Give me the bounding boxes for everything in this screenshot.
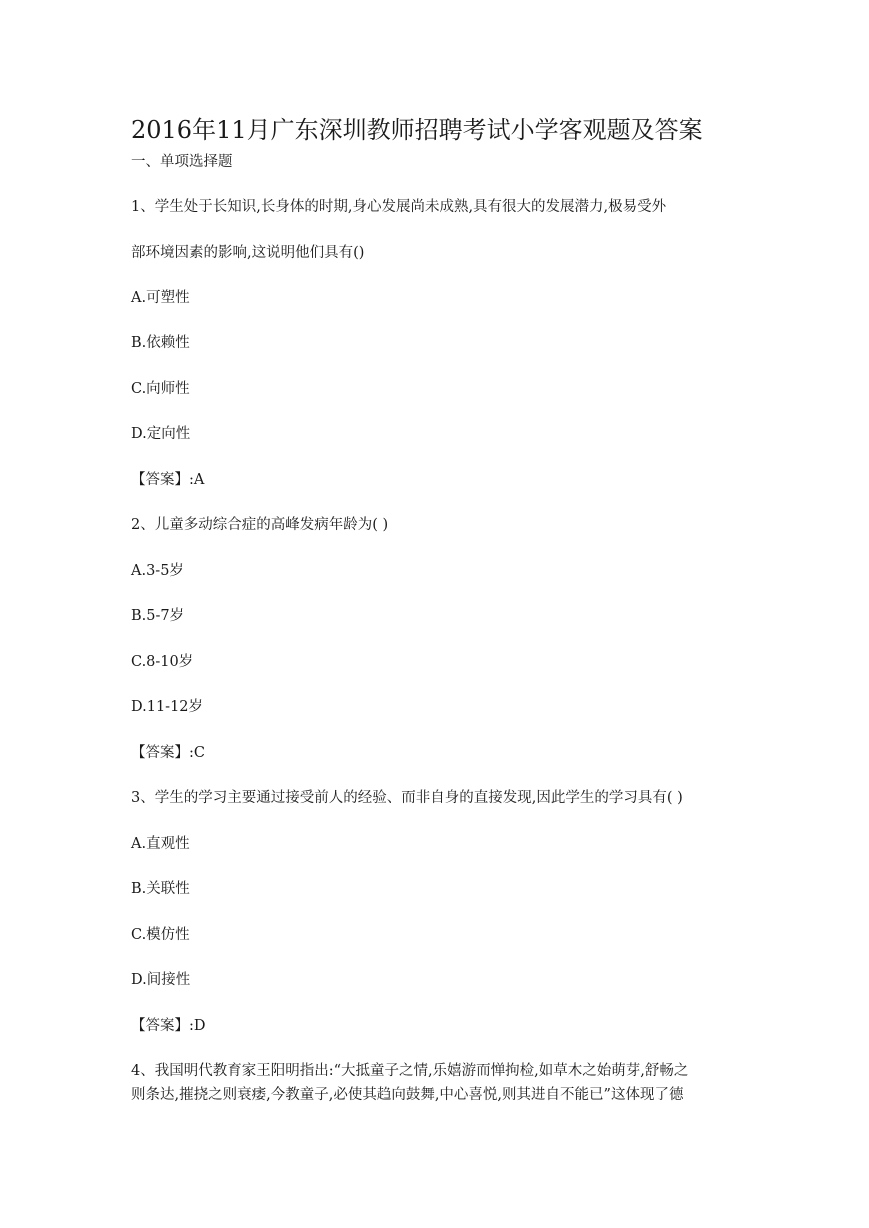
question-1-text-cont: 部环境因素的影响,这说明他们具有()	[131, 245, 365, 261]
question-1-text: 1、学生处于长知识,长身体的时期,身心发展尚未成熟,具有很大的发展潜力,极易受外	[131, 199, 667, 215]
question-3-option-b: B.关联性	[131, 881, 190, 897]
document-title: 2016年11月广东深圳教师招聘考试小学客观题及答案	[131, 116, 703, 144]
question-2-option-a: A.3-5岁	[131, 563, 184, 579]
section-heading: 一、单项选择题	[131, 154, 233, 170]
question-1-option-a: A.可塑性	[131, 290, 190, 306]
question-3-answer: 【答案】:D	[131, 1018, 206, 1034]
question-2-text: 2、儿童多动综合症的高峰发病年龄为( )	[131, 517, 389, 533]
question-2-option-d: D.11-12岁	[131, 699, 204, 715]
question-3-option-a: A.直观性	[131, 836, 190, 852]
question-3-text: 3、学生的学习主要通过接受前人的经验、而非自身的直接发现,因此学生的学习具有( )	[131, 790, 683, 806]
question-1-option-b: B.依赖性	[131, 335, 190, 351]
question-1-answer: 【答案】:A	[131, 472, 205, 488]
question-1-option-c: C.向师性	[131, 381, 190, 397]
question-2-answer: 【答案】:C	[131, 745, 205, 761]
question-4-text-cont: 则条达,摧挠之则衰痿,今教童子,必使其趋向鼓舞,中心喜悦,则其进自不能已”这体现了德	[131, 1087, 684, 1103]
question-2-option-b: B.5-7岁	[131, 608, 185, 624]
question-3-option-d: D.间接性	[131, 972, 191, 988]
question-4-text: 4、我国明代教育家王阳明指出:“大抵童子之情,乐嬉游而惮拘检,如草木之始萌芽,舒畅之	[131, 1063, 689, 1079]
question-1-option-d: D.定向性	[131, 426, 191, 442]
question-2-option-c: C.8-10岁	[131, 654, 194, 670]
question-3-option-c: C.模仿性	[131, 927, 190, 943]
